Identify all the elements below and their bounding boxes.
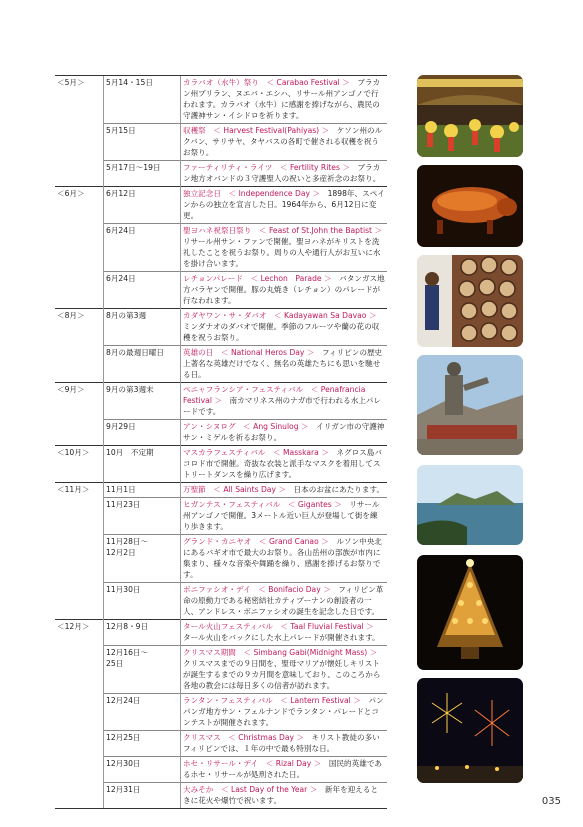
photo-festival-dancers (417, 75, 523, 157)
event-date: 9月の第3週末 (104, 383, 181, 420)
event-row (55, 346, 387, 383)
month-label: ＜8月＞ (55, 309, 104, 346)
event-title: アン・シヌログ ＜ Ang Sinulog ＞ (183, 422, 309, 431)
event-date: 11月30日 (104, 583, 181, 620)
event-text: ミンダナオのダバオで開催。季節のフルーツや蘭の花の収穫を祝うお祭り。 (183, 311, 385, 342)
photo-street-dance-masks (417, 255, 523, 347)
event-date: 8月の最週日曜日 (104, 346, 181, 383)
event-description (181, 446, 388, 483)
event-date: 12月25日 (104, 731, 181, 757)
event-date: 10月 不定期 (104, 446, 181, 483)
month-label: ＜9月＞ (55, 383, 104, 420)
event-row (55, 187, 387, 224)
event-text: ケソン州のルクバン、サリサヤ、タヤバスの各町で催される収穫を祝うお祭り。 (183, 126, 383, 157)
event-title: ヒガンテス・フェスティバル ＜ Gigantes ＞ (183, 500, 342, 509)
event-text: タール火山をバックにした水上パレードが開催されます。 (183, 622, 382, 642)
event-title: マスカラフェスティバル ＜ Masskara ＞ (183, 448, 329, 457)
event-date: 6月24日 (104, 272, 181, 309)
event-date: 8月の第3週 (104, 309, 181, 346)
event-text: キリスト教徒の多いフィリピンでは、１年の中で最も特別な日。 (183, 733, 380, 753)
event-title: 大みそか ＜ Last Day of the Year ＞ (183, 785, 318, 794)
event-text: フィリピン革命の原動力である秘密結社カティプーナンの創設者の一人、アンドレス・ボニファシオの誕生を記念した日です。 (183, 585, 384, 616)
month-label: ＜10月＞ (55, 446, 104, 483)
event-title: タール火山フェスティバル ＜ Taal Fluvial Festival ＞ (183, 622, 374, 631)
event-text: ブラカン地方オバンドの３守護聖人の祝いと多産祈念のお祭り。 (183, 163, 381, 183)
event-description (181, 498, 388, 535)
event-description (181, 309, 388, 346)
event-description (181, 272, 388, 309)
event-text: 国民的英雄であるホセ・リサールが処刑された日。 (183, 759, 383, 779)
event-row (55, 757, 387, 783)
event-date: 12月8・9日 (104, 620, 181, 646)
event-description (181, 420, 388, 446)
event-description (181, 187, 388, 224)
event-title: ランタン・フェスティバル ＜ Lantern Festival ＞ (183, 696, 361, 705)
event-text: ネグロス島バコロド市で開催。奇抜な衣装と派手なマスクを着用してストリートダンスを繰り広げます。 (183, 448, 382, 479)
event-text: 1898年、スペインからの独立を宣言した日。1964年から、6月12日に変更。 (183, 189, 385, 220)
event-row (55, 498, 387, 535)
photo-lechon-roast-pig (417, 165, 523, 247)
event-date: 12月31日 (104, 783, 181, 809)
event-date: 5月17日～19日 (104, 161, 181, 187)
event-text: ルソン中央北にあるバギオ市で最大のお祭り。各山岳州の部族が市内に集まり、様々な音楽や舞踊を繰り、感謝を捧げるお祭りです。 (183, 537, 382, 579)
event-row (55, 309, 387, 346)
event-date: 12月24日 (104, 694, 181, 731)
event-title: カダヤワン・サ・ダバオ ＜ Kadayawan Sa Davao ＞ (183, 311, 377, 320)
event-description (181, 646, 388, 694)
event-row (55, 694, 387, 731)
event-row (55, 783, 387, 809)
event-text: バタンガス地方バラヤンで開催。豚の丸焼き（レチョン）のパレードが行なわれます。 (183, 274, 385, 305)
event-text: 新年を迎えるときに花火や爆竹で祝います。 (183, 785, 379, 805)
event-date: 5月15日 (104, 124, 181, 161)
event-row (55, 383, 387, 420)
event-description (181, 583, 388, 620)
event-date: 12月16日～ 25日 (104, 646, 181, 694)
event-title: 万聖節 ＜ All Saints Day ＞ (183, 485, 286, 494)
photo-taal-volcano-lake (417, 465, 523, 545)
event-date: 5月14・15日 (104, 76, 181, 124)
event-title: ファーティリティ・ライツ ＜ Fertility Rites ＞ (183, 163, 350, 172)
event-row (55, 76, 387, 124)
event-title: クリスマス ＜ Christmas Day ＞ (183, 733, 304, 742)
event-description (181, 783, 388, 809)
event-row (55, 483, 387, 498)
event-description (181, 383, 388, 420)
event-description (181, 346, 388, 383)
photo-hero-monument (417, 355, 523, 455)
event-title: グランド・カニヤオ ＜ Grand Canao ＞ (183, 537, 329, 546)
event-row (55, 124, 387, 161)
event-date: 6月12日 (104, 187, 181, 224)
event-date: 11月28日～ 12月2日 (104, 535, 181, 583)
event-title: 独立記念日 ＜ Independence Day ＞ (183, 189, 320, 198)
event-title: 収穫祭 ＜ Harvest Festival(Pahiyas) ＞ (183, 126, 330, 135)
event-description (181, 124, 388, 161)
photo-christmas-lantern-tree (417, 555, 523, 670)
event-description (181, 161, 388, 187)
event-row (55, 420, 387, 446)
event-title: ペニャフランシア・フェスティバル ＜ Penafrancia Festival ＞ (183, 385, 366, 405)
event-date: 9月29日 (104, 420, 181, 446)
event-title: 英雄の日 ＜ National Heros Day ＞ (183, 348, 315, 357)
event-description (181, 76, 388, 124)
event-title: クリスマス期間 ＜ Simbang Gabi(Midnight Mass) ＞ (183, 648, 378, 657)
event-text: フィリピンの歴史上著名な英雄だけでなく、無名の英雄たちにも思いを馳せる日。 (183, 348, 383, 379)
event-date: 11月23日 (104, 498, 181, 535)
event-date: 11月1日 (104, 483, 181, 498)
event-description (181, 731, 388, 757)
event-row (55, 646, 387, 694)
event-row (55, 731, 387, 757)
event-text: イリガン市の守護神サン・ミゲルを祈るお祭り。 (183, 422, 385, 442)
event-text: パンパンガ地方サン・フェルナンドでランタン・パレードとコンテストが開催されます。 (183, 696, 384, 727)
event-text: リサール州アンゴノで開催。3メートル近い巨人が登場して街を練り歩きます。 (183, 500, 380, 531)
event-text: クリスマスまでの９日間を、聖母マリアが懐妊しキリストが誕生するまでの９カ月間を意味しており、このころから各地の教会には毎日多くの信者が訪れます。 (183, 648, 385, 690)
event-date: 12月30日 (104, 757, 181, 783)
page-number: 035 (541, 796, 561, 807)
event-description (181, 757, 388, 783)
photo-fireworks (417, 678, 523, 783)
event-row (55, 224, 387, 272)
event-description (181, 224, 388, 272)
event-description (181, 694, 388, 731)
event-row (55, 272, 387, 309)
event-row (55, 161, 387, 187)
event-title: カラバオ（水牛）祭り ＜ Carabao Festival ＞ (183, 78, 350, 87)
event-text: 日本のお盆にあたります。 (285, 485, 385, 494)
event-text: リサール州サン・ファンで開催。聖ヨハネがキリストを洗礼したことを祝うお祭り。周りの人や通行人がお互いに水を掛け合います。 (183, 226, 390, 268)
event-title: レチョンパレード ＜ Lechon Parade ＞ (183, 274, 332, 283)
month-label: ＜6月＞ (55, 187, 104, 224)
event-row (55, 446, 387, 483)
month-label: ＜5月＞ (55, 76, 104, 124)
event-description (181, 620, 388, 646)
event-title: ボニファシオ・デイ ＜ Bonifacio Day ＞ (183, 585, 331, 594)
event-row (55, 620, 387, 646)
month-label: ＜11月＞ (55, 483, 104, 498)
event-description (181, 483, 388, 498)
event-description (181, 535, 388, 583)
festival-calendar-table (55, 75, 390, 809)
event-text: 南カマリネス州のナガ市で行われる水上パレードです。 (183, 396, 382, 416)
month-label: ＜12月＞ (55, 620, 104, 646)
event-text: ブラカン州プリラン、ヌエバ・エシハ、リサール州アンゴノで行われます。カラバオ（水牛）に感謝を捧げながら、農民の守護神サン・イシドロを祈ります。 (183, 78, 381, 120)
event-row (55, 535, 387, 583)
event-row (55, 583, 387, 620)
event-date: 6月24日 (104, 224, 181, 272)
event-title: ホセ・リサール・デイ ＜ Rizal Day ＞ (183, 759, 322, 768)
event-title: 聖ヨハネ祝祭日祭り ＜ Feast of St.John the Baptist ＞ (183, 226, 383, 235)
